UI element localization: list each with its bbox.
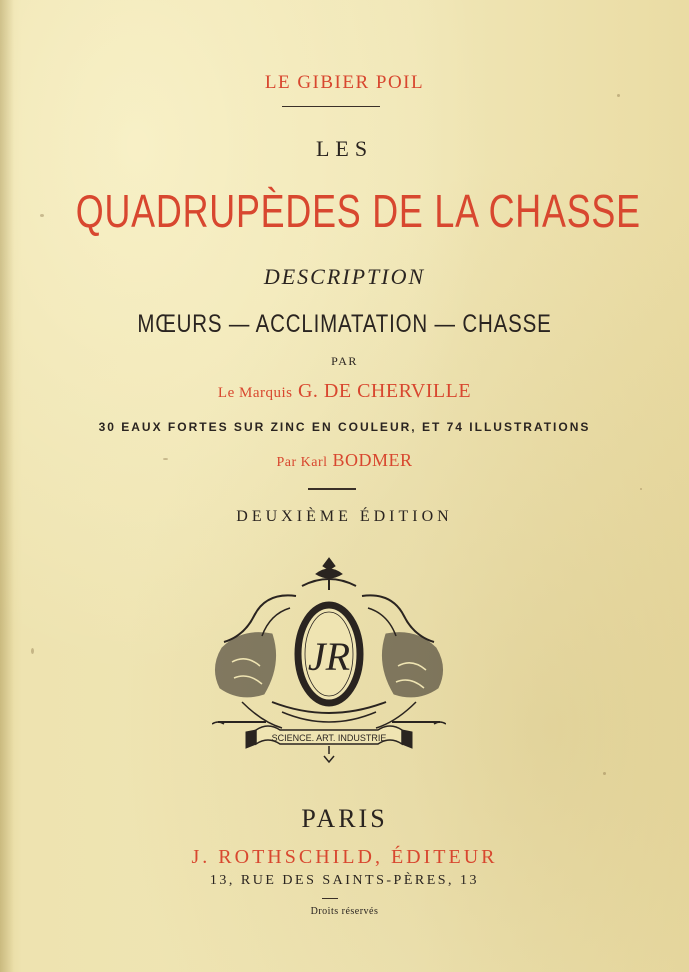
illustrator-name: BODMER <box>332 450 413 470</box>
illustrator-prefix: Par Karl <box>276 455 328 470</box>
paper-fleck <box>603 772 606 775</box>
main-title: QUADRUPÈDES DE LA CHASSE <box>75 185 641 237</box>
author-prefix: Le Marquis <box>217 385 293 401</box>
emblem-motto: SCIENCE. ART. INDUSTRIE <box>271 733 387 743</box>
paper-fleck <box>31 648 34 654</box>
divider-rule <box>322 898 338 899</box>
title-article: LES <box>315 136 374 161</box>
author-name: G. DE CHERVILLE <box>297 380 472 402</box>
author-line <box>0 380 689 403</box>
illustrator-line <box>0 450 689 471</box>
paper-fleck <box>640 488 642 490</box>
emblem-monogram: JR <box>307 634 351 679</box>
subjects-line: MŒURS — ACCLIMATATION — CHASSE <box>137 310 552 338</box>
rights-notice: Droits réservés <box>310 906 379 917</box>
paper-fleck <box>40 214 44 217</box>
illustrations-line: 30 EAUX FORTES SUR ZINC EN COULEUR, ET 74 ILLUSTRATIONS <box>98 420 591 434</box>
paper-fleck <box>617 94 620 97</box>
publisher-name: J. ROTHSCHILD, ÉDITEUR <box>191 846 498 868</box>
city-name: PARIS <box>301 804 388 833</box>
par-label: PAR <box>331 354 358 368</box>
description-heading: DESCRIPTION <box>263 264 426 289</box>
edition-line: DEUXIÈME ÉDITION <box>236 508 453 525</box>
series-title: LE GIBIER POIL <box>264 72 425 93</box>
divider-rule <box>308 488 356 490</box>
publisher-address: 13, RUE DES SAINTS-PÈRES, 13 <box>209 873 480 888</box>
divider-rule <box>282 106 380 107</box>
publisher-emblem <box>212 552 446 764</box>
